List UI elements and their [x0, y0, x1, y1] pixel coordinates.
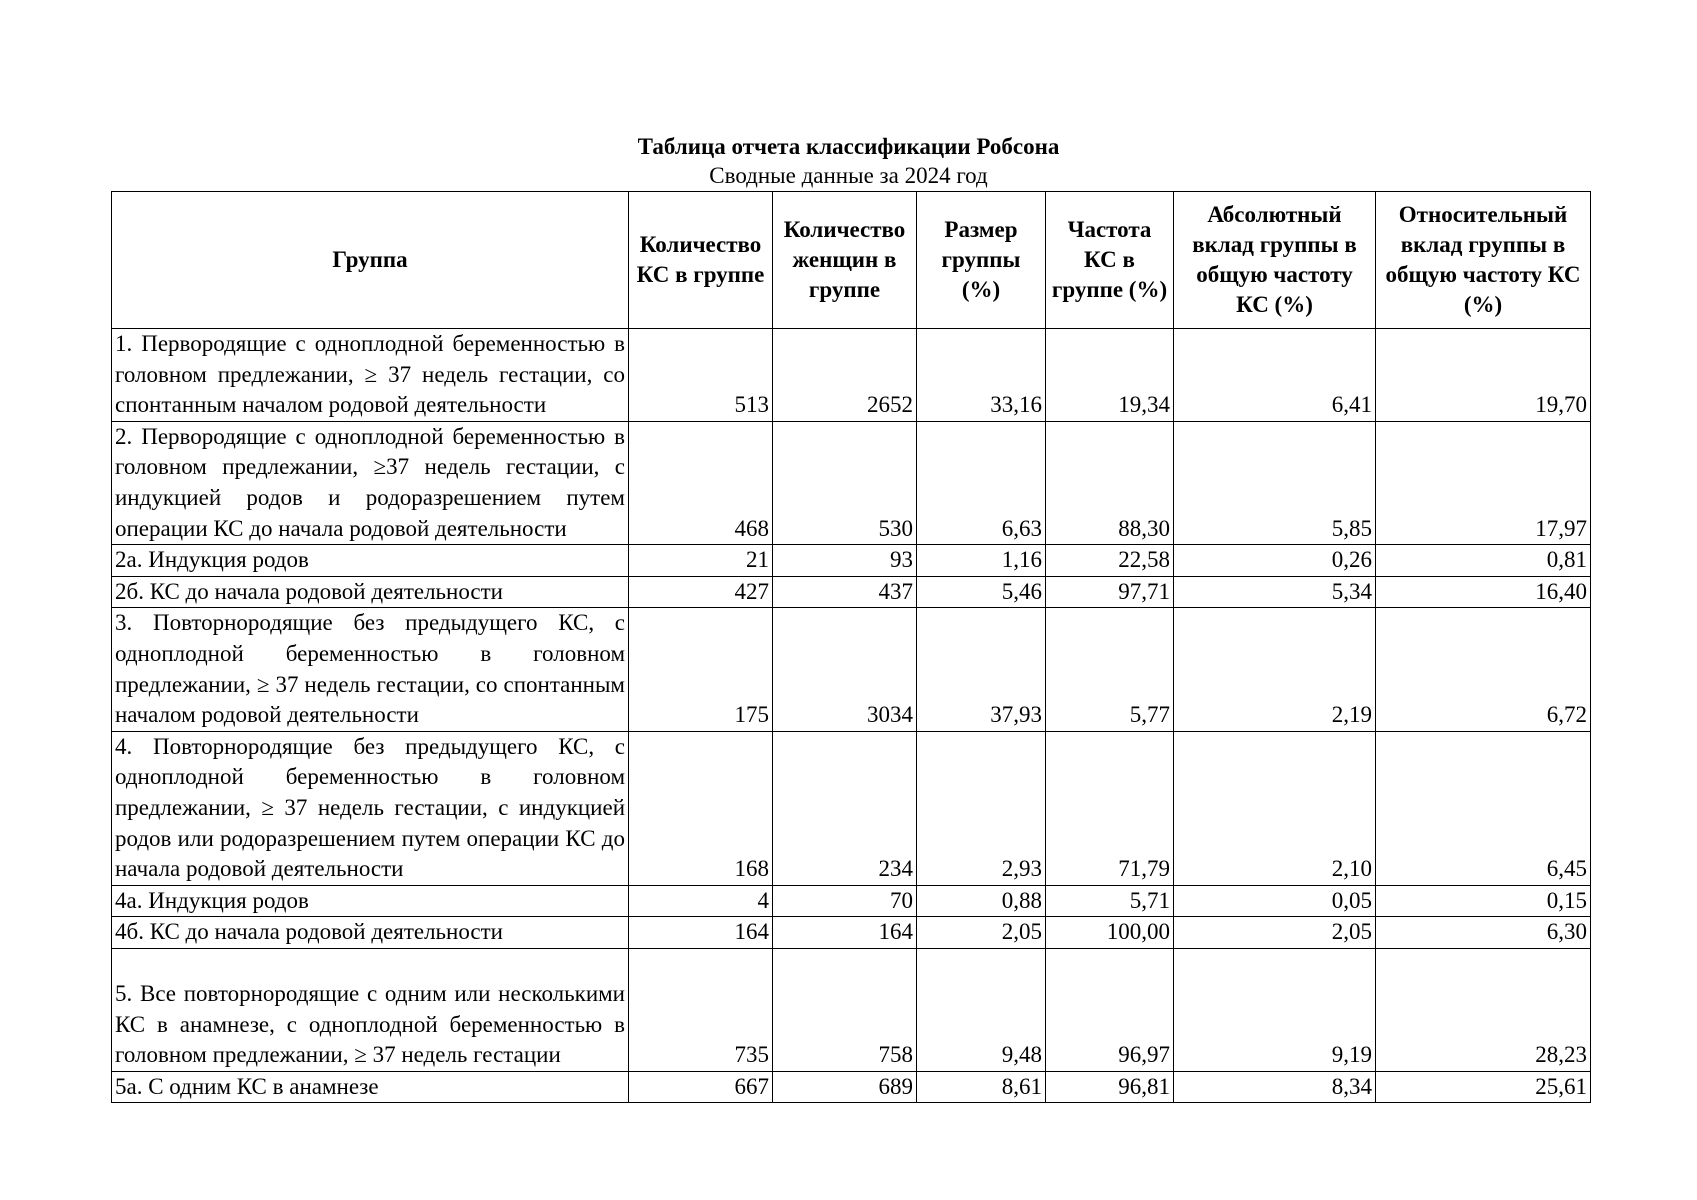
relative-contribution-cell: 25,61: [1376, 1071, 1591, 1103]
cs-count-cell: 735: [629, 948, 773, 1071]
cs-rate-cell: 5,77: [1046, 608, 1174, 731]
group-size-cell: 37,93: [917, 608, 1046, 731]
document-title: Таблица отчета классификации Робсона: [637, 134, 1060, 159]
cs-count-cell: 21: [629, 545, 773, 577]
document-subtitle: Сводные данные за 2024 год: [709, 163, 988, 188]
header-group-size: Размер группы (%): [917, 192, 1046, 329]
header-relative-contribution: Относительный вклад группы в общую частоту КС (%): [1376, 192, 1591, 329]
absolute-contribution-cell: 5,34: [1174, 576, 1376, 608]
group-cell: 2. Первородящие с одноплодной беременностью в головном предлежании, ≥37 недель гестации, с индукцией родов и родоразрешением путем операции КС до начала родовой деятельности: [112, 421, 629, 544]
absolute-contribution-cell: 6,41: [1174, 329, 1376, 422]
group-size-cell: 33,16: [917, 329, 1046, 422]
robson-table: [111, 191, 1591, 1103]
group-size-cell: 8,61: [917, 1071, 1046, 1103]
cs-rate-cell: 5,71: [1046, 885, 1174, 917]
absolute-contribution-cell: 8,34: [1174, 1071, 1376, 1103]
header-women-count: Количество женщин в группе: [773, 192, 917, 329]
table-row: [112, 329, 1591, 422]
group-cell: 1. Первородящие с одноплодной беременностью в головном предлежании, ≥ 37 недель гестации, со спонтанным началом родовой деятельности: [112, 329, 629, 422]
absolute-contribution-cell: 0,05: [1174, 885, 1376, 917]
cs-rate-cell: 100,00: [1046, 917, 1174, 949]
cs-rate-cell: 88,30: [1046, 421, 1174, 544]
cs-count-cell: 175: [629, 608, 773, 731]
group-size-cell: 9,48: [917, 948, 1046, 1071]
group-cell: 4. Повторнородящие без предыдущего КС, с одноплодной беременностью в головном предлежании, ≥ 37 недель гестации, с индукцией родов или родоразрешением путем операции КС до начала родовой деятельности: [112, 731, 629, 885]
group-size-cell: 2,93: [917, 731, 1046, 885]
cs-rate-cell: 19,34: [1046, 329, 1174, 422]
women-count-cell: 530: [773, 421, 917, 544]
absolute-contribution-cell: 5,85: [1174, 421, 1376, 544]
group-cell: 2б. КС до начала родовой деятельности: [112, 576, 629, 608]
absolute-contribution-cell: 2,10: [1174, 731, 1376, 885]
relative-contribution-cell: 0,81: [1376, 545, 1591, 577]
group-size-cell: 0,88: [917, 885, 1046, 917]
group-cell: 5. Все повторнородящие с одним или несколькими КС в анамнезе, с одноплодной беременностью в головном предлежании, ≥ 37 недель гестации: [112, 948, 629, 1071]
group-size-cell: 1,16: [917, 545, 1046, 577]
header-absolute-contribution: Абсолютный вклад группы в общую частоту КС (%): [1174, 192, 1376, 329]
group-cell: 2а. Индукция родов: [112, 545, 629, 577]
group-cell: 5а. С одним КС в анамнезе: [112, 1071, 629, 1103]
women-count-cell: 758: [773, 948, 917, 1071]
group-size-cell: 6,63: [917, 421, 1046, 544]
table-row: [112, 731, 1591, 885]
women-count-cell: 93: [773, 545, 917, 577]
header-cs-rate: Частота КС в группе (%): [1046, 192, 1174, 329]
table-row: [112, 1071, 1591, 1103]
women-count-cell: 70: [773, 885, 917, 917]
cs-rate-cell: 22,58: [1046, 545, 1174, 577]
women-count-cell: 689: [773, 1071, 917, 1103]
table-row: [112, 885, 1591, 917]
group-size-cell: 2,05: [917, 917, 1046, 949]
table-row: [112, 576, 1591, 608]
absolute-contribution-cell: 2,19: [1174, 608, 1376, 731]
table-row: [112, 545, 1591, 577]
absolute-contribution-cell: 0,26: [1174, 545, 1376, 577]
table-row: [112, 608, 1591, 731]
absolute-contribution-cell: 9,19: [1174, 948, 1376, 1071]
cs-rate-cell: 97,71: [1046, 576, 1174, 608]
relative-contribution-cell: 28,23: [1376, 948, 1591, 1071]
relative-contribution-cell: 19,70: [1376, 329, 1591, 422]
relative-contribution-cell: 0,15: [1376, 885, 1591, 917]
cs-count-cell: 168: [629, 731, 773, 885]
cs-count-cell: 468: [629, 421, 773, 544]
cs-rate-cell: 71,79: [1046, 731, 1174, 885]
relative-contribution-cell: 6,30: [1376, 917, 1591, 949]
women-count-cell: 164: [773, 917, 917, 949]
relative-contribution-cell: 6,45: [1376, 731, 1591, 885]
group-size-cell: 5,46: [917, 576, 1046, 608]
header-cs-count: Количество КС в группе: [629, 192, 773, 329]
women-count-cell: 3034: [773, 608, 917, 731]
women-count-cell: 234: [773, 731, 917, 885]
table-header-row: [112, 192, 1591, 329]
cs-count-cell: 4: [629, 885, 773, 917]
header-group: Группа: [112, 192, 629, 329]
group-cell: 3. Повторнородящие без предыдущего КС, с одноплодной беременностью в головном предлежании, ≥ 37 недель гестации, со спонтанным началом родовой деятельности: [112, 608, 629, 731]
table-row: [112, 421, 1591, 544]
absolute-contribution-cell: 2,05: [1174, 917, 1376, 949]
group-cell: 4а. Индукция родов: [112, 885, 629, 917]
table-row: [112, 917, 1591, 949]
cs-count-cell: 667: [629, 1071, 773, 1103]
cs-count-cell: 164: [629, 917, 773, 949]
women-count-cell: 2652: [773, 329, 917, 422]
cs-rate-cell: 96,81: [1046, 1071, 1174, 1103]
relative-contribution-cell: 16,40: [1376, 576, 1591, 608]
relative-contribution-cell: 6,72: [1376, 608, 1591, 731]
group-cell: 4б. КС до начала родовой деятельности: [112, 917, 629, 949]
relative-contribution-cell: 17,97: [1376, 421, 1591, 544]
table-row: [112, 948, 1591, 1071]
cs-rate-cell: 96,97: [1046, 948, 1174, 1071]
women-count-cell: 437: [773, 576, 917, 608]
cs-count-cell: 427: [629, 576, 773, 608]
cs-count-cell: 513: [629, 329, 773, 422]
